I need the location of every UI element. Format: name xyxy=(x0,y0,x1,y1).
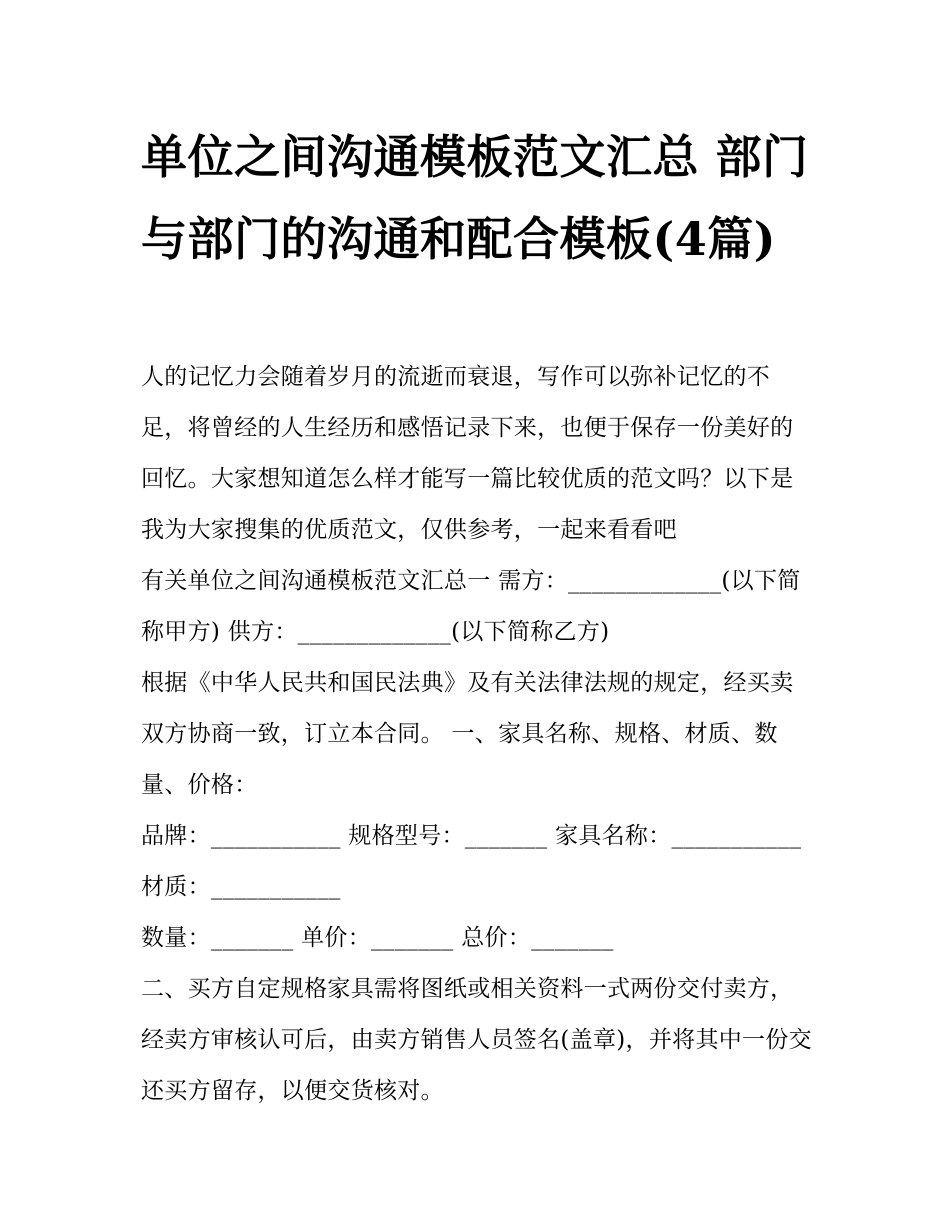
product-spec-line: 品牌：___________ 规格型号：_______ 家具名称：___________ 材质：___________ xyxy=(141,823,802,900)
clause-two-paragraph: 二、买方自定规格家具需将图纸或相关资料一式两份交付卖方，经卖方审核认可后，由卖方销售人员签名(盖章)，并将其中一份交还买方留存，以便交货核对。 xyxy=(141,976,812,1104)
legal-basis-paragraph: 根据《中华人民共和国民法典》及有关法律法规的规定，经买卖双方协商一致，订立本合同。 一、家具名称、规格、材质、数量、价格： xyxy=(141,670,794,798)
quantity-price-line: 数量：_______ 单价：_______ 总价：_______ xyxy=(141,925,614,951)
document-body xyxy=(141,352,816,1117)
parties-paragraph: 有关单位之间沟通模板范文汇总一 需方：_____________(以下简称甲方) 供方：_____________(以下简称乙方) xyxy=(141,568,801,645)
intro-paragraph: 人的记忆力会随着岁月的流逝而衰退，写作可以弥补记忆的不足，将曾经的人生经历和感悟记录下来，也便于保存一份美好的回忆。大家想知道怎么样才能写一篇比较优质的范文吗？以下是我为大家搜集的优质范文，仅供参考，一起来看看吧 xyxy=(141,364,794,543)
document-title: 单位之间沟通模板范文汇总 部门与部门的沟通和配合模板(4篇) xyxy=(141,130,809,266)
